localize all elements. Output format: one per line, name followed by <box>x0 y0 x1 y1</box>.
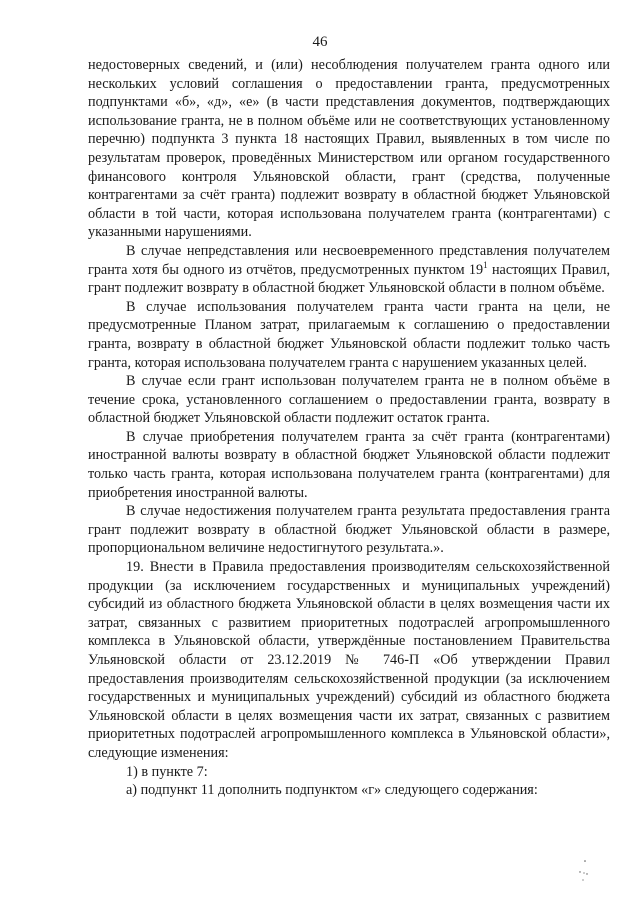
paragraph-result-not-achieved: В случае недостижения получателем гранта результата предоставления гранта грант подлежит возврату в областной бюджет Ульяновской области в размере, пропорциональном величине недостигнутого результата.». <box>88 503 610 557</box>
paragraph-text: настоящих Правил, грант подлежит возврату в областной бюджет Ульяновской области в полном объёме. <box>88 261 611 297</box>
paragraph-report-failure <box>88 242 610 298</box>
paragraph-misuse-of-funds: В случае использования получателем гранта части гранта на цели, не предусмотренные Планом затрат, прилагаемым к соглашению о предоставлении гранта, возврату в областной бюджет Ульяновской области подлежит только часть гранта, которая использована получателем гранта с нарушением указанных целей. <box>88 298 610 371</box>
page-number: 46 <box>312 34 328 50</box>
superscript-mark: 1 <box>483 259 488 270</box>
scan-specks <box>563 855 593 885</box>
paragraph-foreign-currency: В случае приобретения получателем гранта за счёт гранта (контрагентами) иностранной валюты возврату в областной бюджет Ульяновской области подлежит только часть гранта, которая использована получателем гранта (контрагентами) для приобретения иностранной валюты. <box>88 428 610 501</box>
paragraph-item-19: 19. Внести в Правила предоставления производителям сельскохозяйственной продукции (за исключением государственных и муниципальных учреждений) субсидий из областного бюджета Ульяновской области в целях возмещения части их затрат, связанных с развитием приоритетных подотраслей агропромышленного комплекса в Ульяновской области, утверждённые постановлением Правительства Ульяновской области от 23.12.2019 № 746-П «Об утверждении Правил предоставления производителям сельскохозяйственной продукции (за исключением государственных и муниципальных учреждений) субсидий из областного бюджета Ульяновской области в целях возмещения части их затрат, связанных с развитием приоритетных подотраслей агропромышленного комплекса в Ульяновской области», следующие изменения: <box>88 559 610 761</box>
paragraph-subitem-a: а) подпункт 11 дополнить подпунктом «г» следующего содержания: <box>126 782 538 799</box>
paragraph-void-grant-return: недостоверных сведений, и (или) несоблюдения получателем гранта одного или нескольких условий соглашения о предоставлении гранта, предусмотренных подпунктами «б», «д», «е» (в части представления документов, подтверждающих использование гранта, не в полном объёме или не соответствующих установленному перечню) подпункта 3 пункта 18 настоящих Правил, выявленных в том числе по результатам проверок, проведённых Министерством или органом государственного финансового контроля Ульяновской области, грант (средства, полученные контрагентами за счёт гранта) подлежит возврату в областной бюджет Ульяновской области в той части, которая использована получателем гранта (контрагентами) с указанными нарушениями. <box>88 57 610 241</box>
document-body <box>88 56 610 800</box>
paragraph-text: В случае непредставления или несвоевременного представления получателем гранта хотя бы одного из отчётов, предусмотренных пунктом 19 <box>88 242 610 278</box>
paragraph-unused-balance: В случае если грант использован получателем гранта не в полном объёме в течение срока, установленного соглашением о предоставлении гранта, возврату в областной бюджет Ульяновской области подлежит остаток гранта. <box>88 373 610 427</box>
paragraph-subitem-1: 1) в пункте 7: <box>126 763 208 780</box>
